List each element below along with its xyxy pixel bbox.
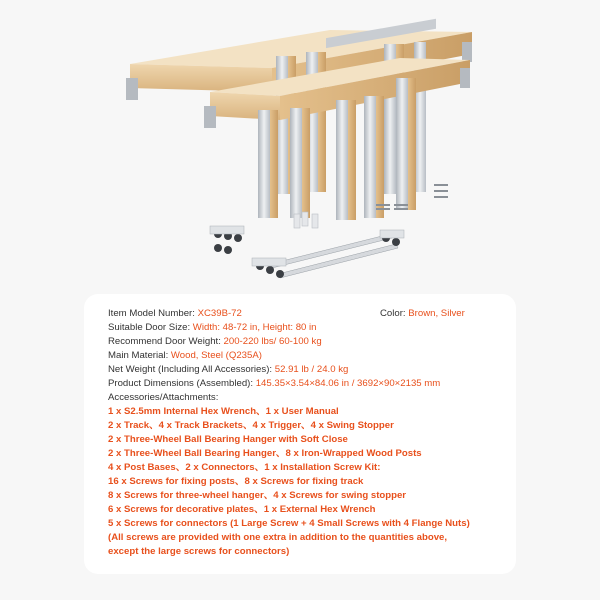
accessory-line: 2 x Three-Wheel Ball Bearing Hanger、8 x Iron-Wrapped Wood Posts xyxy=(108,448,422,459)
net-weight-value: 52.91 lb / 24.0 kg xyxy=(274,364,349,375)
net-weight-label: Net Weight (Including All Accessories): xyxy=(108,364,273,375)
door-size-value: Width: 48-72 in, Height: 80 in xyxy=(192,322,317,333)
accessories-label: Accessories/Attachments: xyxy=(108,392,219,403)
track-rails xyxy=(270,234,398,278)
accessory-line: 1 x S2.5mm Internal Hex Wrench、1 x User Manual xyxy=(108,406,339,417)
model-value: XC39B-72 xyxy=(197,308,242,319)
door-size-row xyxy=(108,322,317,334)
dimensions-label: Product Dimensions (Assembled): xyxy=(108,378,254,389)
color-label: Color: xyxy=(380,308,406,319)
dimensions-row xyxy=(108,378,440,390)
accessory-line: 2 x Track、4 x Track Brackets、4 x Trigger、4 x Swing Stopper xyxy=(108,420,394,431)
material-row xyxy=(108,350,262,362)
material-label: Main Material: xyxy=(108,350,169,361)
accessory-line: 16 x Screws for fixing posts、8 x Screws for fixing track xyxy=(108,476,364,487)
color-value: Brown, Silver xyxy=(408,308,465,319)
net-weight-row xyxy=(108,364,348,376)
model-label: Item Model Number: xyxy=(108,308,195,319)
accessory-line: 5 x Screws for connectors (1 Large Screw + 4 Small Screws with 4 Flange Nuts) xyxy=(108,518,470,529)
material-value: Wood, Steel (Q235A) xyxy=(170,350,262,361)
door-size-label: Suitable Door Size: xyxy=(108,322,191,333)
accessory-line: 8 x Screws for three-wheel hanger、4 x Screws for swing stopper xyxy=(108,490,407,501)
hanger-plates xyxy=(210,226,404,266)
accessory-line: except the large screws for connectors) xyxy=(108,546,290,557)
accessory-line: 4 x Post Bases、2 x Connectors、1 x Installation Screw Kit: xyxy=(108,462,381,473)
model-row xyxy=(108,308,242,320)
door-weight-label: Recommend Door Weight: xyxy=(108,336,221,347)
accessory-line: (All screws are provided with one extra in addition to the quantities above, xyxy=(108,532,448,543)
track-brackets xyxy=(294,212,318,228)
dimensions-value: 145.35×3.54×84.06 in / 3692×90×2135 mm xyxy=(255,378,441,389)
accessory-line: 6 x Screws for decorative plates、1 x External Hex Wrench xyxy=(108,504,376,515)
accessory-line: 2 x Three-Wheel Ball Bearing Hanger with Soft Close xyxy=(108,434,348,445)
door-weight-value: 200-220 lbs/ 60-100 kg xyxy=(223,336,322,347)
door-weight-row xyxy=(108,336,322,348)
color-row xyxy=(380,308,465,320)
pocket-door-frame-illustration xyxy=(100,12,500,290)
spec-card xyxy=(84,294,516,574)
